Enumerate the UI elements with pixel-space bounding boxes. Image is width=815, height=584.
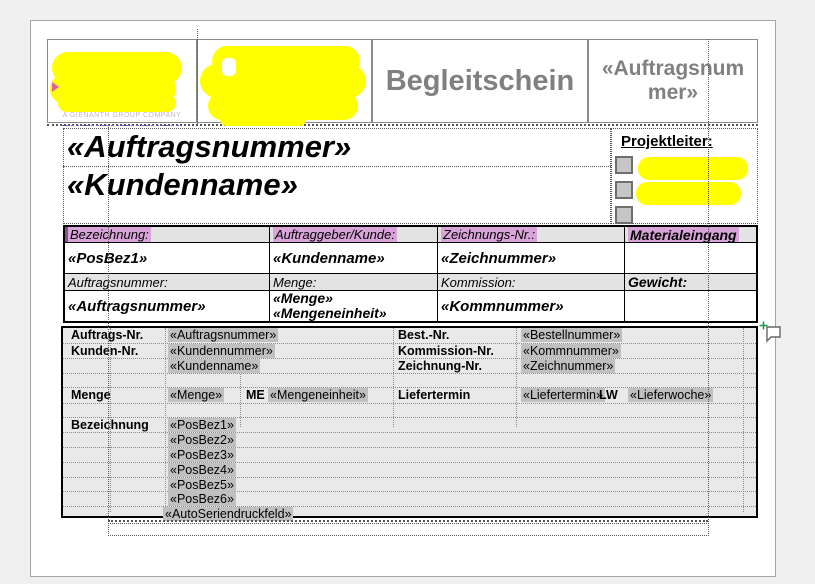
merge-field: «PosBez3»	[170, 448, 234, 462]
row-label: Kommission-Nr.	[398, 344, 494, 358]
document-page	[30, 20, 776, 577]
row-label: Zeichnung-Nr.	[398, 359, 483, 373]
merge-field: «Kommnummer»	[523, 344, 619, 358]
table-row	[63, 463, 756, 478]
row-label: Kunden-Nr.	[71, 344, 139, 358]
info-value-zeichnummer: «Zeichnummer»	[438, 243, 625, 274]
info-value-materialeingang-empty	[625, 243, 756, 274]
title-block-boundary	[63, 128, 611, 224]
info-value-auftragsnummer: «Auftragsnummer»	[65, 291, 270, 321]
text-boundary-line	[108, 520, 708, 522]
table-row-empty	[63, 374, 756, 388]
redaction-blob	[638, 157, 748, 180]
projektleiter-checkbox-3[interactable]	[615, 206, 633, 224]
table-row	[63, 418, 756, 433]
table-row	[63, 344, 756, 359]
table-row	[63, 359, 756, 374]
merge-field: «PosBez5»	[170, 478, 234, 492]
info-header-auftraggeber: Auftraggeber/Kunde:	[270, 227, 438, 243]
table-gridline	[165, 328, 166, 512]
detail-table	[61, 326, 758, 521]
table-row	[63, 433, 756, 448]
info-header-kommission: Kommission:	[438, 274, 625, 291]
merge-field: «Auftragsnummer»	[170, 328, 277, 342]
table-row	[63, 388, 756, 404]
merge-field: «PosBez1»	[170, 418, 234, 432]
row-label: ME	[246, 388, 265, 402]
row-label: Bezeichnung	[71, 418, 149, 432]
table-gridline	[743, 328, 744, 512]
table-gridline	[393, 328, 394, 427]
info-header-bezeichnung: Bezeichnung:	[65, 227, 270, 243]
info-value-menge: «Menge» «Mengeneinheit»	[270, 291, 438, 321]
merge-field: «Kundennummer»	[170, 344, 273, 358]
info-value-posbez1: «PosBez1»	[65, 243, 270, 274]
merge-field: «PosBez6»	[170, 492, 234, 506]
header-order-number-cell	[588, 39, 758, 123]
merge-field: «Mengeneinheit»	[270, 388, 366, 402]
text-boundary-line	[197, 29, 198, 124]
row-label: Liefertermin	[398, 388, 471, 402]
logo-caption: A GIENANTH GROUP COMPANY	[62, 112, 182, 119]
merge-field: «PosBez2»	[170, 433, 234, 447]
info-header-gewicht: Gewicht:	[625, 274, 756, 291]
table-row	[63, 492, 756, 507]
logo-cell-right	[197, 39, 372, 123]
empty-paragraph-boundary	[108, 523, 709, 536]
info-table	[63, 225, 758, 323]
merge-field: «AutoSeriendruckfeld»	[165, 507, 292, 521]
table-row-empty	[63, 404, 756, 418]
merge-field: «Kundenname»	[170, 359, 259, 373]
pink-mark	[52, 82, 59, 92]
info-header-menge: Menge:	[270, 274, 438, 291]
table-row	[63, 328, 756, 344]
info-value-kommnummer: «Kommnummer»	[438, 291, 625, 321]
add-comment-icon[interactable]	[758, 320, 786, 348]
merge-field: «Liefertermin»	[523, 388, 603, 402]
customer-name-title: «Kundenname»	[67, 167, 298, 202]
table-gridline	[240, 328, 241, 427]
logo-cell-left	[47, 39, 197, 123]
row-label: Auftrags-Nr.	[71, 328, 144, 342]
order-number-title: «Auftragsnummer»	[67, 129, 352, 164]
redaction-blob	[220, 112, 306, 126]
dashed-underline	[61, 125, 179, 126]
row-label: Menge	[71, 388, 111, 402]
info-value-gewicht-empty	[625, 291, 756, 321]
merge-field: «Bestellnummer»	[523, 328, 621, 342]
header-order-number-field: «Auftragsnummer»	[601, 56, 745, 104]
merge-field: «Zeichnummer»	[523, 359, 614, 373]
projektleiter-label: Projektleiter:	[621, 133, 713, 150]
highlight-bar	[65, 227, 68, 242]
table-gridline	[516, 328, 517, 427]
info-header-materialeingang: Materialeingang	[625, 227, 756, 243]
row-label: LW	[599, 388, 618, 402]
text-boundary-line	[708, 39, 709, 536]
text-boundary-line	[108, 127, 109, 536]
table-row	[63, 478, 756, 492]
merge-field: «Menge»	[170, 388, 223, 402]
table-row	[63, 448, 756, 463]
info-header-zeichnungsnr: Zeichnungs-Nr.:	[438, 227, 625, 243]
merge-field: «Lieferwoche»	[630, 388, 712, 402]
info-header-auftragsnummer: Auftragsnummer:	[65, 274, 270, 291]
projektleiter-checkbox-1[interactable]	[615, 156, 633, 174]
title-block-divider	[63, 166, 611, 167]
info-value-kundenname: «Kundenname»	[270, 243, 438, 274]
document-title: Begleitschein	[385, 64, 575, 97]
projektleiter-checkbox-2[interactable]	[615, 181, 633, 199]
redaction-blob	[636, 182, 741, 205]
redaction-notch	[222, 58, 236, 76]
merge-field: «PosBez4»	[170, 463, 234, 477]
row-label: Best.-Nr.	[398, 328, 450, 342]
document-title-cell	[372, 39, 588, 123]
redaction-blob	[58, 94, 176, 112]
